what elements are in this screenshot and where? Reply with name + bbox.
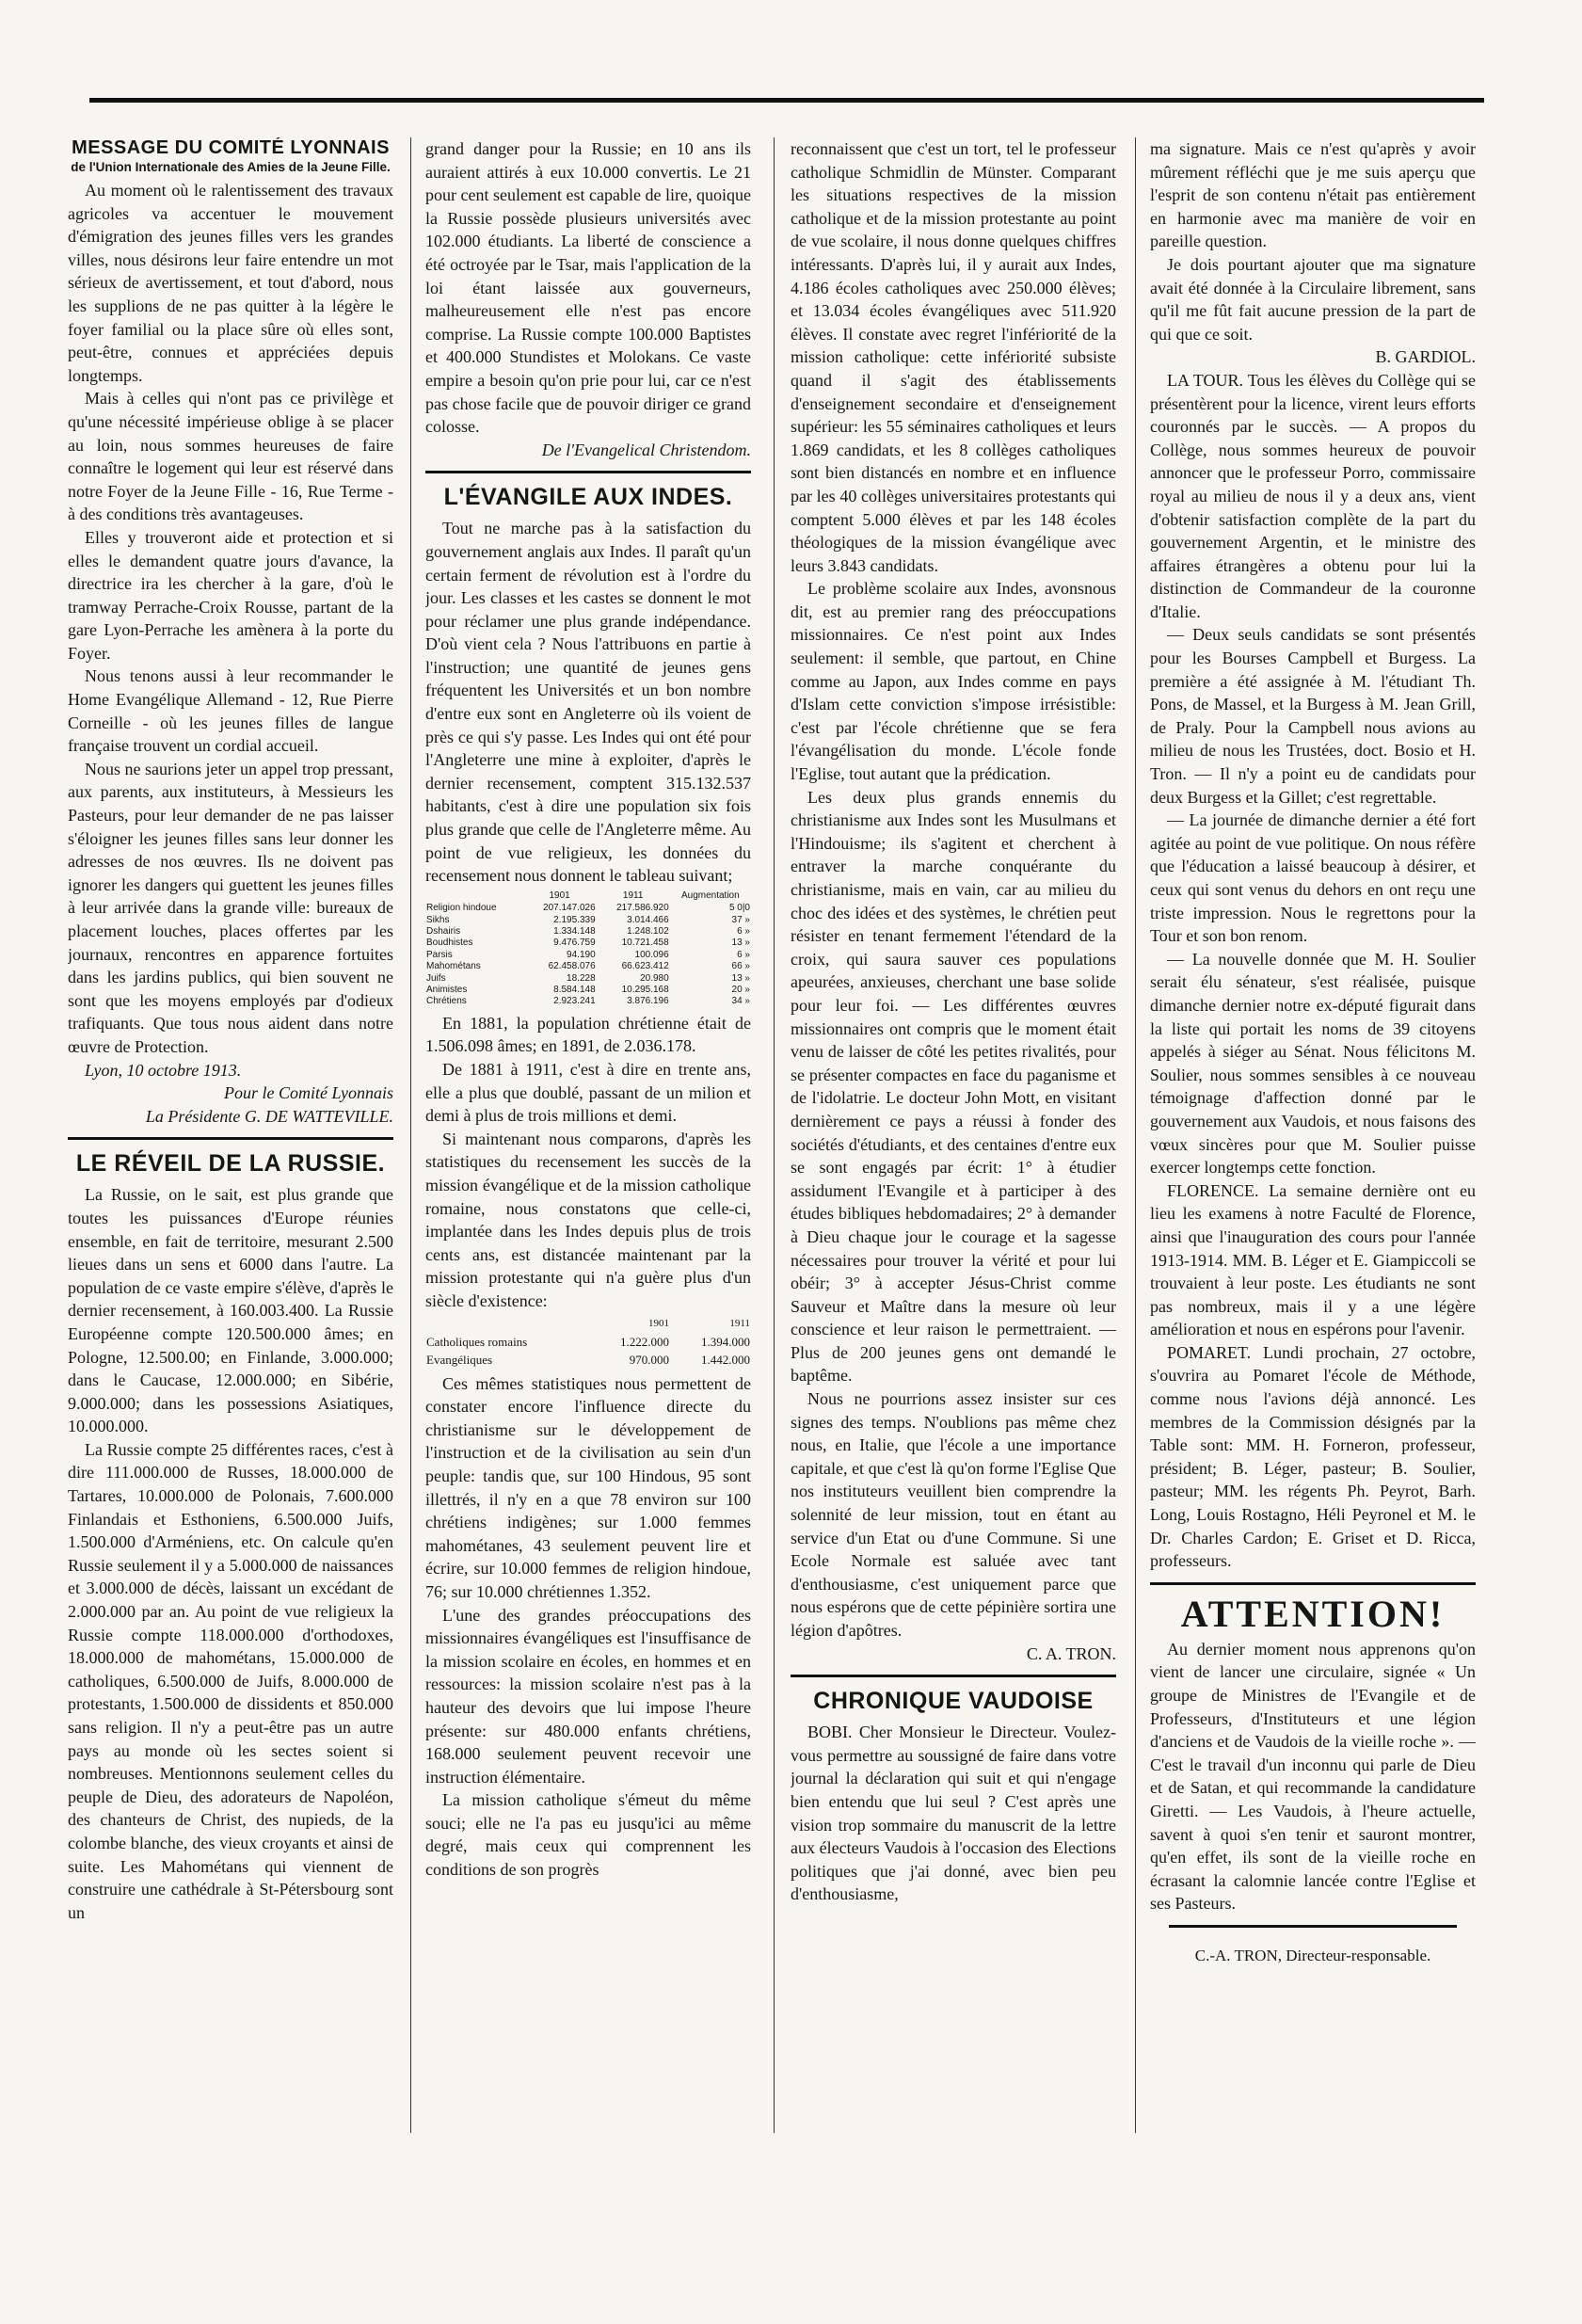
column-divider	[774, 137, 775, 2133]
table-cell: 20 »	[731, 985, 750, 996]
footer-rule	[1169, 1925, 1457, 1928]
table-cell: Evangéliques	[426, 1352, 493, 1367]
table-cell: 66 »	[731, 961, 750, 972]
table-cell: 3.014.466	[627, 914, 669, 925]
latour-paragraph: — La nouvelle donnée que M. H. Soulier serait élu sénateur, s'est réalisée, puisque dimanche dernier notre ex-député figurait dans la liste qui portait les noms de 39 citoyens appelés à siéger au Sénat. Nous félicitons M. Soulier, nous sommes sensibles à ce nouveau témoignage d'affection donné par le gouvernement aux Vaudois, et nous faisons des vœux sincères pour que M. Soulier puisse exercer longtemps cette fonction.	[1150, 949, 1476, 1178]
table-cell: 34 »	[731, 996, 750, 1007]
message-sign-president: La Présidente G. DE WATTEVILLE.	[145, 1106, 393, 1126]
table-cell: 9.476.759	[553, 938, 596, 949]
table-cell: Animistes	[426, 985, 468, 996]
table-row	[425, 973, 751, 985]
table-cell: 3.876.196	[627, 996, 669, 1007]
florence-paragraph: FLORENCE. La semaine dernière ont eu lieu les examens à notre Faculté de Florence, ainsi que l'inauguration des cours pour l'année 1913-1914. MM. B. Léger et E. Giampiccoli se trouvaient à leur poste. Les étudiants ne sont pas nombreux, mais il y a une légère amélioration et nous en espérons pour l'avenir.	[1150, 1180, 1476, 1339]
table-cell: 1.222.000	[619, 1334, 669, 1349]
table-cell: 18.228	[567, 972, 596, 984]
indes-paragraph: Ces mêmes statistiques nous permettent de constater encore l'influence directe du christianisme sur le développement de l'instruction et de la civilisation au sein d'un peuple: tandis que, sur 100 Hindous, 95 sont illettrés, il n'y en a que 78 environ sur 100 chrétiens indigènes; sur 1.000 femmes mahométanes, 43 seulement peuvent lire et écrire, sur 10.000 femmes de religion hindoue, 76; sur 10.000 chrétiennes 1.352.	[425, 1373, 751, 1601]
chronique-paragraph: Je dois pourtant ajouter que ma signature avait été donnée à la Circulaire librement, sans qu'il me fût fait aucune pression de la part de qui que ce soit.	[1150, 254, 1476, 344]
message-title: MESSAGE DU COMITÉ LYONNAIS	[72, 137, 390, 158]
message-paragraph: Nous tenons aussi à leur recommander le Home Evangélique Allemand - 12, Rue Pierre Corneille - où les jeunes filles de langue française trouvent un cordial accueil.	[68, 666, 393, 756]
table-cell: Sikhs	[426, 914, 450, 925]
gardiol-signature: B. GARDIOL.	[1375, 347, 1476, 367]
table-header	[425, 1315, 589, 1333]
table-cell: 62.458.076	[548, 961, 596, 972]
reveil-source: De l'Evangelical Christendom.	[541, 440, 751, 459]
table-cell: 94.190	[567, 949, 596, 960]
latour-paragraph: — La journée de dimanche dernier a été fort agitée au point de vue politique. On nous réfère que l'éducation a laissé beaucoup à désirer, et ceux qui sont venus du dehors en ont reçu une triste impression. Nous le regrettons pour la Tour et son bon renom.	[1150, 810, 1476, 946]
table-cell: 100.096	[634, 949, 669, 960]
column-divider	[410, 137, 411, 2133]
table-header: 1901	[549, 890, 570, 901]
table-cell: 6 »	[737, 926, 750, 938]
column-divider	[1135, 137, 1136, 2133]
footer-director: C.-A. TRON, Directeur-responsable.	[1194, 1946, 1431, 1964]
table-cell: 37 »	[731, 914, 750, 925]
reveil-paragraph: La Russie compte 25 différentes races, c'est à dire 111.000.000 de Russes, 18.000.000 de Tartares, 10.000.000 de Polonais, 7.600.000 Finlandais et Esthoniens, 6.500.000 Juifs, 1.500.000 d'Arméniens, etc. On calcule qu'en Russie seulement il y a 5.000.000 de naissances et 3.000.000 de décès, laissant un excédant de 2.000.000 par an. Au point de vue religieux la Russie compte 118.000.000 d'orthodoxes, 18.000.000 de mahométans, 15.000.000 de catholiques, 6.500.000 de Juifs, 8.000.000 de protestants, 1.500.000 de dissidents et 850.000 sans religion. Il n'y a peut-être pas un autre pays au monde où les sectes soient si nombreuses. Mentionnons seulement celles du peuple de Dieu, des adorateurs de Napoléon, des chanteurs de Christ, des nupieds, de la colombe blanche, des vieux croyants et ainsi de suite. Les Mahométans qui viennent de construire une cathédrale à St-Pétersbourg sont un	[68, 1439, 393, 1922]
column-1	[68, 137, 393, 2161]
table-row	[425, 1351, 751, 1369]
table-cell: Chrétiens	[426, 996, 467, 1007]
table-row	[425, 961, 751, 972]
attention-paragraph: Au dernier moment nous apprenons qu'on vient de lancer une circulaire, signée « Un groupe de Ministres de l'Evangile et de Professeurs, d'Instituteurs et une légion d'anciens et de Vaudois de la vieille roche ». — C'est le travail d'un inconnu qui parle de Dieu et de Satan, et qui recommande la candidature Giretti. — Les Vaudois, à l'heure actuelle, savent à quoi s'en tenir et sauront montrer, qu'en effet, ils sont de la vieille roche en écrasant la calomnie lancée contre l'Eglise et ses Pasteurs.	[1150, 1639, 1476, 1914]
table-cell: 10.295.168	[621, 985, 669, 996]
table-cell: Parsis	[426, 949, 453, 960]
table-cell: Juifs	[426, 972, 446, 984]
table-cell: 13 »	[731, 938, 750, 949]
table-cell: Catholiques romains	[426, 1334, 528, 1349]
column-3	[791, 137, 1116, 2161]
indes-paragraph: En 1881, la population chrétienne était de 1.506.098 âmes; en 1891, de 2.036.178.	[425, 1013, 751, 1056]
table-header: 1911	[622, 890, 644, 901]
attention-section	[1150, 1582, 1476, 1915]
column-2	[425, 137, 751, 2161]
indes-signature: C. A. TRON.	[1026, 1643, 1116, 1663]
table-row	[425, 950, 751, 961]
indes-paragraph: La mission catholique s'émeut du même souci; elle ne l'a pas eu jusqu'ici au même degré, mais ceux qui comprennent les conditions de son progrès	[425, 1790, 751, 1880]
table-row	[425, 996, 751, 1007]
table-cell: Boudhistes	[426, 938, 473, 949]
table-cell: 20.980	[640, 972, 669, 984]
top-rule	[89, 98, 1484, 103]
table-row	[425, 926, 751, 938]
message-paragraph: Au moment où le ralentissement des travaux agricoles va accentuer le mouvement d'émigration des jeunes filles vers les grandes villes, nous désirons leur faire entendre un mot sérieux de avertissement, et tout d'abord, nous les supplions de ne pas quitter à la légère le foyer familial ou la place sûre où elles sont, peut-être, connues et appréciées depuis longtemps.	[68, 181, 393, 385]
table-cell: 10.721.458	[621, 938, 669, 949]
table-cell: 13 »	[731, 972, 750, 984]
table-row	[425, 985, 751, 996]
table-cell: 2.923.241	[553, 996, 596, 1007]
indes-paragraph: De 1881 à 1911, c'est à dire en trente ans, elle a plus que doublé, passant de un milion et demi à plus de trois millions et demi.	[425, 1060, 751, 1126]
indes-paragraph: Le problème scolaire aux Indes, avonsnous dit, est au premier rang des préoccupations missionnaires. Ce n'est point aux Indes seulement: il semble, que partout, en Chine comme au Japon, aux Indes comme en pays d'Islam cette conviction s'impose irrésistible: c'est par l'école chrétienne que se fera l'évangélisation du monde. L'école fonde l'Eglise, tout autant que la prédication.	[791, 579, 1116, 784]
table-cell: Religion hindoue	[426, 903, 497, 914]
message-paragraph: Mais à celles qui n'ont pas ce privilège et qu'une nécessité impérieuse oblige à se placer au loin, nous sommes heureuses de faire connaître le logement qui leur est réservé dans notre Foyer de la Jeune Fille - 16, Rue Terme - à des conditions très avantageuses.	[68, 389, 393, 524]
table-header: 1911	[729, 1317, 750, 1329]
table-row	[425, 903, 751, 914]
table-row	[425, 1333, 751, 1351]
table-cell: 1.248.102	[627, 926, 669, 938]
table-header	[425, 890, 523, 903]
indes-continued: reconnaissent que c'est un tort, tel le professeur catholique Schmidlin de Münster. Comparant les situations respectives de la mission catholique et de la mission protestante au point de vue scolaire, il nous donne quelques chiffres intéressants. D'après lui, il y aurait aux Indes, 4.186 écoles catholiques avec 250.000 élèves; et 13.034 écoles évangéliques avec 511.920 élèves. Il constate avec regret l'infériorité de la mission catholique: cette infériorité subsiste quand il s'agit des établissements d'enseignement secondaire et d'enseignement supérieur: les 55 séminaires catholiques et leurs 1.869 candidats, et les 8 collèges catholiques sont bien distancés en nombre et en influence par les 40 collèges universitaires protestants qui comptent 5.000 élèves et par les 148 écoles théologiques de la mission évangélique avec leurs 3.843 candidats.	[791, 139, 1116, 575]
table-header-row	[425, 1315, 751, 1333]
indes-paragraph: Tout ne marche pas à la satisfaction du gouvernement anglais aux Indes. Il paraît qu'un certain ferment de révolution est à l'ordre du jour. Les classes et les castes se donnent le mot pour réclamer une plus grande indépendance. D'où vient cela ? Nous l'attribuons en partie à l'instruction; une quantité de jeunes gens fréquentent les Universités et un bon nombre d'entre eux sont en Angleterre où ils voient de près ce qui s'y passe. Les Indes qui ont été pour l'Angleterre une mine à exploiter, d'après le dernier recensement, comptent 315.132.537 habitants, c'est à dire une population six fois plus grande que celle de l'Angleterre même. Au point de vue religieux, les données du recensement nous donnent le tableau suivant;	[425, 519, 751, 886]
religion-stats-table	[425, 890, 751, 1008]
table-header-row	[425, 890, 751, 903]
table-cell: Mahométans	[426, 961, 481, 972]
table-cell: 1.334.148	[553, 926, 596, 938]
message-paragraph: Elles y trouveront aide et protection et si elles le demandent quatre jours d'avance, la directrice ira les chercher à la gare, d'où le tramway Perrache-Croix Rousse, partant de la gare Lyon-Perrache les amènera à la porte du Foyer.	[68, 527, 393, 663]
latour-paragraph: LA TOUR. Tous les élèves du Collège qui se présentèrent pour la licence, virent leurs efforts couronnés par le succès. — A propos du Collège, nous sommes heureux de pouvoir annoncer que le professeur Porro, commissaire royal au milieu de nous il y a deux ans, vient d'obtenir satisfaction complète de la part du gouvernement Argentin, et le ministre des affaires étrangères a obtenu pour lui la distinction de Commandeur de la couronne d'Italie.	[1150, 370, 1476, 621]
indes-paragraph: L'une des grandes préoccupations des missionnaires évangéliques est l'insuffisance de la mission scolaire en écoles, en hommes et en ressources: la mission scolaire n'est pas à la hauteur des devoirs que lui impose l'heure présente: sur 480.000 enfants chrétiens, 168.000 seulement peuvent recevoir une instruction élémentaire.	[425, 1605, 751, 1787]
reveil-title: LE RÉVEIL DE LA RUSSIE.	[68, 1137, 393, 1181]
table-cell: 207.147.026	[543, 903, 596, 914]
table-cell: 8.584.148	[553, 985, 596, 996]
table-cell: 1.442.000	[701, 1352, 750, 1367]
table-header: Augmentation	[680, 890, 740, 901]
table-cell: 217.586.920	[616, 903, 669, 914]
indes-paragraph: Les deux plus grands ennemis du christianisme aux Indes sont les Musulmans et l'Hindouisme; ils s'agitent et cherchent à entraver la marche conquérante du christianisme, mais en vain, car au milieu du choc des idées et des systèmes, le chrétien peut résister en tenant fermement l'étendard de la croix, qui saura sauver ces populations apeurées, anxieuses, cherchant une base solide pour leur foi. — Les différentes œuvres missionnaires ont compris que le moment était venu de laisser de côté les petites rivalités, pour se présenter compactes en face du paganisme et de l'idolatrie. Le docteur John Mott, en visitant dernièrement ce pays a réussi à fonder des sociétés d'étudiants, et des centaines d'entre eux se sont engagés par écrit: 1° à étudier assidument l'Evangile et à participer à des études bibliques hebdomadaires; 2° à demander à Dieu chaque jour le courage et la sagesse nécessaires pour trouver la vérité et pour lui obéir; 3° à accepter Jésus-Christ comme Sauveur et Maître dans la mesure où leur conscience et leur raison le permettraient. — Plus de 200 jeunes gens ont demandé le baptême.	[791, 787, 1116, 1386]
message-date: Lyon, 10 octobre 1913.	[85, 1060, 242, 1080]
chronique-continued: ma signature. Mais ce n'est qu'après y avoir mûrement réfléchi que je me suis aperçu que l'esprit de son contenu n'était pas entièrement en harmonie avec ma manière de voir en pareille question.	[1150, 139, 1476, 251]
table-row	[425, 915, 751, 926]
table-cell: 66.623.412	[621, 961, 669, 972]
indes-paragraph: Nous ne pourrions assez insister sur ces signes des temps. N'oublions pas même chez nous, en Italie, que l'école a une importance capitale, et que c'est là qu'on forme l'Eglise Que nos instituteurs veuillent bien comprendre la solennité de leur mission, tout en étant au service d'un Etat ou d'une Commune. Si une Ecole Normale est saluée avec tant d'enthousiasme, c'est uniquement parce que nous espérons que de cette pépinière sortira une légion d'apôtres.	[791, 1389, 1116, 1640]
message-paragraph: Nous ne saurions jeter un appel trop pressant, aux parents, aux instituteurs, à Messieurs les Pasteurs, pour leur demander de ne pas laisser s'éloigner les jeunes filles sans leur donner les adresses de nos œuvres. Ils ne doivent pas ignorer les dangers qui guettent les jeunes filles à leur arrivée dans la grande ville: bureaux de placement louches, places offertes par les journaux, rencontres en apparence fortuites dans les jardins publics, qui bien souvent ne sont que les moyens employés par d'odieux trafiquants. Que tous nous aident dans notre œuvre de Protection.	[68, 759, 393, 1056]
message-subtitle: de l'Union Internationale des Amies de la Jeune Fille.	[71, 160, 391, 174]
reveil-paragraph: La Russie, on le sait, est plus grande que toutes les puissances d'Europe réunies ensemble, en fait de territoire, mesurant 2.500 lieues dans un sens et 6000 dans l'autre. La population de ce vaste empire s'élève, d'après le dernier recensement, à 160.003.400. La Russie Européenne compte 120.500.000 âmes; en Pologne, 12.500.00; en Finlande, 3.000.000; dans le Caucase, 12.000.000; en Sibérie, 9.000.000; dans les possessions Asiatiques, 10.000.000.	[68, 1185, 393, 1436]
table-cell: 1.394.000	[701, 1334, 750, 1349]
chronique-paragraph: BOBI. Cher Monsieur le Directeur. Voulez-vous permettre au soussigné de faire dans votre journal la déclaration qui suit et qui n'engage bien entendu que lui seul ? C'est après une vision trop sommaire du manuscrit de la lettre aux électeurs Vaudois à l'occasion des Elections politiques que j'ai donné, avec bien peu d'enthousiasme,	[791, 1723, 1116, 1904]
table-cell: 2.195.339	[553, 914, 596, 925]
latour-paragraph: — Deux seuls candidats se sont présentés pour les Bourses Campbell et Burgess. La première a été assignée à M. l'étudiant Th. Pons, de Massel, et la Burgess à M. Jean Grill, de Praly. Pour la Campbell nous avions au milieu de nous les Trustées, doct. Bosio et H. Tron. — Il n'y a point eu de candidats pour deux Burgess et la Gillet; c'est regrettable.	[1150, 625, 1476, 807]
reveil-continued: grand danger pour la Russie; en 10 ans ils auraient attirés à eux 10.000 convertis. Le 21 pour cent seulement est capable de lire, quoique la Russie possède plusieurs universités avec 102.000 étudiants. La liberté de conscience a été octroyée par le Tsar, mais l'application de la loi étant laissée aux gouverneurs, malheureusement elle n'est pas encore comprise. La Russie compte 100.000 Baptistes et 400.000 Stundistes et Molokans. Ce vaste empire a besoin qu'on prie pour lui, car ce n'est pas chose facile que de pouvoir diriger ce grand colosse.	[425, 139, 751, 437]
indes-title: L'ÉVANGILE AUX INDES.	[425, 471, 751, 515]
table-cell: 6 »	[737, 949, 750, 960]
table-cell: 970.000	[629, 1352, 669, 1367]
table-row	[425, 938, 751, 949]
column-4	[1150, 137, 1476, 2161]
chronique-title: CHRONIQUE VAUDOISE	[791, 1675, 1116, 1719]
indes-paragraph: Si maintenant nous comparons, d'après les statistiques du recensement les succès de la mission évangélique et de la mission catholique romaine, nous constatons que celle-ci, implantée dans les Indes depuis plus de trois cents ans, est distancée maintenant par la mission protestante qui n'a guère plus d'un siècle d'existence:	[425, 1129, 751, 1310]
message-sign-committee: Pour le Comité Lyonnais	[224, 1083, 393, 1103]
missions-comparison-table	[425, 1315, 751, 1369]
pomaret-paragraph: POMARET. Lundi prochain, 27 octobre, s'ouvrira au Pomaret l'école de Méthode, comme nous l'avions déjà annoncé. Les membres de la Commission désignés par la Table sont: MM. H. Forneron, professeur, président; B. Léger, pasteur; B. Soulier, pasteur; MM. les régents Ph. Peyrot, Barh. Long, Louis Rostagno, Héli Peyronel et M. le Dr. Charles Cardon; E. Griset et D. Ricca, professeurs.	[1150, 1342, 1476, 1571]
table-header: 1901	[647, 1317, 669, 1329]
attention-title: ATTENTION!	[1180, 1592, 1446, 1635]
table-cell: 5 0|0	[728, 903, 750, 914]
table-cell: Dshairis	[426, 926, 461, 938]
